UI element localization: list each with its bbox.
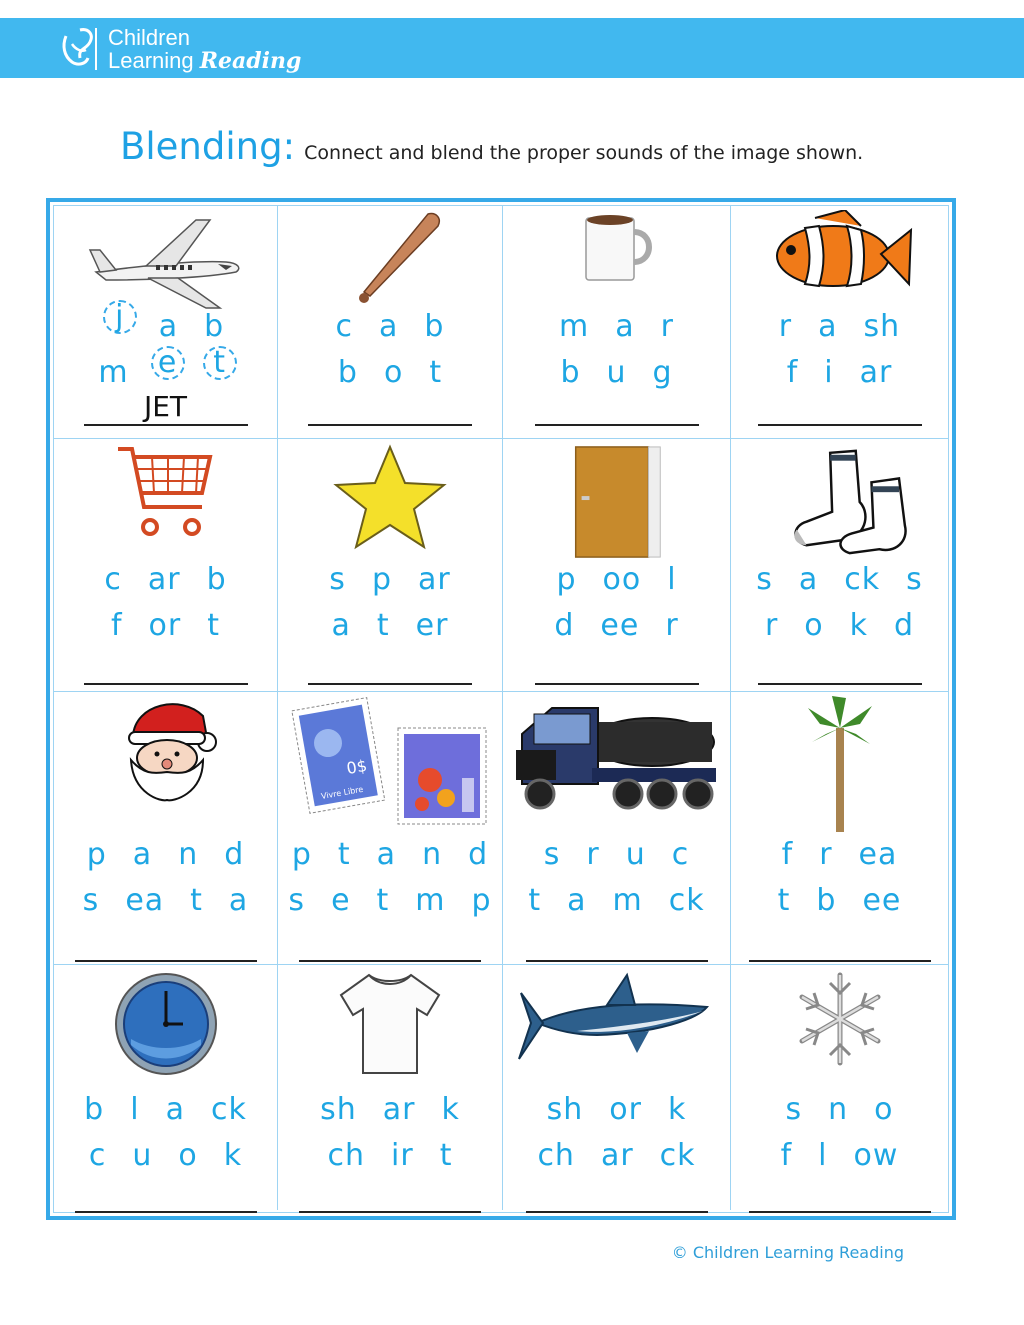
sound-a[interactable]: a [132,837,153,872]
heading-instruction: Connect and blend the proper sounds of the image shown. [304,142,864,164]
sound-c[interactable]: c [671,837,690,872]
sound-letters [278,832,502,924]
sound-a[interactable]: a [228,883,249,918]
sound-b[interactable]: b [560,355,581,390]
sound-row-1 [503,304,730,350]
snowflake-icon [731,969,948,1073]
sound-row-2 [731,603,948,649]
sound-o[interactable]: o [804,608,824,643]
star-icon [278,443,502,557]
sound-ow[interactable]: ow [853,1138,899,1173]
sound-ar[interactable]: ar [382,1092,416,1127]
sound-p[interactable]: p [291,837,312,872]
answer-line[interactable] [758,655,922,685]
sound-k[interactable]: k [667,1092,687,1127]
sound-row-2 [278,1133,502,1179]
word-cell-12 [731,692,948,965]
sound-ea[interactable]: ea [125,883,165,918]
sound-n[interactable]: n [828,1092,849,1127]
header-bar [0,18,1024,78]
answer-line[interactable] [749,1183,931,1213]
sound-u[interactable]: u [132,1138,153,1173]
sound-t[interactable]: t [203,346,237,380]
sound-c[interactable]: c [104,562,122,597]
answer-blank[interactable] [278,396,502,430]
answer-line[interactable] [75,932,257,962]
sound-letters [278,1087,502,1179]
sound-o[interactable]: o [874,1092,894,1127]
sound-a[interactable]: a [331,608,351,643]
sound-f[interactable]: f [781,837,794,872]
sound-ar[interactable]: ar [859,355,893,390]
logo [58,24,318,74]
sound-row-1 [731,832,948,878]
cart-icon [54,443,277,547]
sound-ir[interactable]: ir [391,1138,414,1173]
sound-row-1 [731,304,948,350]
sound-er[interactable]: er [415,608,449,643]
sound-ar[interactable]: ar [147,562,181,597]
sound-d[interactable]: d [224,837,245,872]
sound-row-1 [278,832,502,878]
word-cell-6 [278,439,503,692]
word-cell-11 [503,692,731,965]
sound-row-2 [54,1133,277,1179]
word-cell-9 [54,692,278,965]
sound-row-2 [731,1133,948,1179]
sound-letters [503,304,730,396]
sound-row-2 [503,878,730,924]
sound-r[interactable]: r [586,837,600,872]
sound-row-1 [278,304,502,350]
socks-icon [731,443,948,565]
sound-ee[interactable]: ee [600,608,640,643]
sound-u[interactable]: u [625,837,646,872]
sound-t[interactable]: t [439,1138,453,1173]
sound-k[interactable]: k [441,1092,460,1127]
sound-b[interactable]: b [204,309,225,344]
sound-s[interactable]: s [288,883,306,918]
sound-l[interactable]: l [130,1092,140,1127]
sound-row-2 [731,878,948,924]
sound-s[interactable]: s [329,562,346,597]
shark-icon [503,969,730,1073]
answer-blank[interactable] [278,655,502,689]
logo-text-reading: Reading [199,48,302,74]
word-cell-7 [503,439,731,692]
sound-g[interactable]: g [652,355,673,390]
sound-f[interactable]: f [780,1138,793,1173]
sound-s[interactable]: s [906,562,923,597]
sound-a[interactable]: a [165,1092,185,1127]
sound-b[interactable]: b [206,562,227,597]
answer-blank[interactable] [503,932,730,966]
word-cell-3 [503,206,731,439]
door-icon [503,443,730,565]
sound-or[interactable]: or [148,608,182,643]
sound-e[interactable]: e [331,883,351,918]
sound-row-2 [503,1133,730,1179]
sound-letters [503,1087,730,1179]
word-cell-5 [54,439,278,692]
sound-ar[interactable]: ar [417,562,451,597]
sound-s[interactable]: s [785,1092,803,1127]
sound-s[interactable]: s [543,837,561,872]
sound-row-1 [278,1087,502,1133]
answer-blank[interactable] [731,655,948,689]
sound-ck[interactable]: ck [844,562,881,597]
sound-d[interactable]: d [894,608,915,643]
palm-tree-icon [731,694,948,838]
sound-row-1 [278,557,502,603]
sound-a[interactable]: a [798,562,819,597]
sound-ch[interactable]: ch [537,1138,575,1173]
answer-blank[interactable] [503,1183,730,1217]
sound-row-2 [278,878,502,924]
sound-row-2 [54,603,277,649]
sound-n[interactable]: n [178,837,199,872]
word-cell-2 [278,206,503,439]
answer-line[interactable] [535,396,699,426]
sound-j[interactable]: j [103,300,137,334]
answer-line[interactable] [84,655,248,685]
answer-text: JET [143,390,188,423]
word-cell-15 [503,965,731,1210]
logo-text-children: Children [108,25,190,50]
answer-line[interactable] [308,655,472,685]
sound-letters [503,557,730,649]
heading-title: Blending: [120,125,296,168]
sound-row-1 [54,1087,277,1133]
sound-b[interactable]: b [84,1092,105,1127]
sound-t[interactable]: t [528,883,542,918]
sound-letters [731,832,948,924]
sound-letters [503,832,730,924]
sound-row-1 [731,1087,948,1133]
sound-letters [731,557,948,649]
sound-l[interactable]: l [818,1138,828,1173]
sound-e[interactable]: e [151,346,185,380]
sound-letters [731,304,948,396]
word-cell-8 [731,439,948,692]
answer-line[interactable] [84,390,248,426]
answer-line[interactable] [749,932,931,962]
sound-ea[interactable]: ea [858,837,898,872]
logo-text-learning [108,49,301,73]
stamps-icon [278,694,502,838]
word-cell-4 [731,206,948,439]
sound-b[interactable]: b [424,309,445,344]
sound-t[interactable]: t [376,608,390,643]
sound-m[interactable]: m [415,883,446,918]
sound-i[interactable]: i [824,355,834,390]
word-cell-13 [54,965,278,1210]
sound-row-2 [503,603,730,649]
sound-a[interactable]: a [818,309,838,344]
mug-icon [503,210,730,294]
sound-c[interactable]: c [335,309,354,344]
sound-t[interactable]: t [429,355,443,390]
word-cell-10 [278,692,503,965]
santa-icon [54,694,277,808]
word-cell-16 [731,965,948,1210]
sound-r[interactable]: r [660,309,674,344]
truck-icon [503,694,730,828]
sound-s[interactable]: s [756,562,773,597]
sound-row-1 [731,557,948,603]
sound-letters [278,304,502,396]
sound-r[interactable]: r [764,608,779,643]
sound-n[interactable]: n [422,837,443,872]
answer-blank[interactable] [731,932,948,966]
sound-t[interactable]: t [207,608,221,643]
answer-line[interactable] [526,932,708,962]
copyright-footer: © Children Learning Reading [671,1243,904,1262]
sound-p[interactable]: p [371,562,392,597]
sound-row-1 [503,1087,730,1133]
sound-l[interactable]: l [667,562,677,597]
worksheet-grid [46,198,956,1220]
logo-text-learning-word: Learning [108,48,194,73]
sound-m[interactable]: m [559,309,590,344]
sound-sh[interactable]: sh [546,1092,584,1127]
answer-blank[interactable] [54,1183,277,1217]
answer-blank[interactable] [731,396,948,430]
sound-o[interactable]: o [383,355,404,390]
answer-blank[interactable] [503,655,730,689]
sound-row-1 [54,299,277,350]
sound-letters [278,557,502,649]
baseball-bat-icon [278,210,502,314]
answer-blank[interactable] [278,932,502,966]
sound-m[interactable]: m [612,883,643,918]
sound-row-1 [503,832,730,878]
sound-letters [54,832,277,924]
sound-ch[interactable]: ch [327,1138,366,1173]
answer-line[interactable] [75,1183,257,1213]
sound-t[interactable]: t [337,837,351,872]
answer-line[interactable] [535,655,699,685]
answer-line[interactable] [526,1183,708,1213]
sound-b[interactable]: b [816,883,837,918]
word-cell-14 [278,965,503,1210]
sound-c[interactable]: c [88,1138,107,1173]
sound-or[interactable]: or [609,1092,642,1127]
sound-d[interactable]: d [468,837,489,872]
sound-f[interactable]: f [110,608,123,643]
sound-letters [731,1087,948,1179]
answer-blank[interactable] [54,932,277,966]
fish-icon [731,210,948,304]
sound-a[interactable]: a [158,309,179,344]
answer-blank[interactable] [731,1183,948,1217]
page-heading [120,125,863,168]
sound-a[interactable]: a [567,883,587,918]
sound-a[interactable]: a [379,309,399,344]
answer-blank[interactable] [54,390,277,430]
sound-t[interactable]: t [376,883,390,918]
sound-t[interactable]: t [777,883,791,918]
sound-r[interactable]: r [819,837,833,872]
answer-line[interactable] [758,396,922,426]
sound-row-2 [731,350,948,396]
sound-oo[interactable]: oo [602,562,642,597]
sound-ck[interactable]: ck [659,1138,696,1173]
sound-ck[interactable]: ck [668,883,705,918]
airplane-icon [54,210,277,314]
answer-blank[interactable] [278,1183,502,1217]
sound-ar[interactable]: ar [600,1138,634,1173]
worksheet-grid-inner [53,205,949,1213]
answer-blank[interactable] [503,396,730,430]
sound-sh[interactable]: sh [320,1092,357,1127]
sound-row-2 [278,603,502,649]
sound-row-1 [54,832,277,878]
sound-o[interactable]: o [178,1138,198,1173]
answer-line[interactable] [299,932,481,962]
sound-k[interactable]: k [849,608,869,643]
sound-row-2 [278,350,502,396]
clock-icon [54,969,277,1083]
logo-icon [58,24,104,74]
sound-r[interactable]: r [778,309,793,344]
sound-row-2 [54,878,277,924]
shirt-icon [278,969,502,1083]
sound-letters [54,299,277,396]
sound-ck[interactable]: ck [210,1092,247,1127]
sound-p[interactable]: p [556,562,577,597]
sound-row-1 [54,557,277,603]
sound-letters [54,1087,277,1179]
sound-letters [54,557,277,649]
answer-line[interactable] [308,396,472,426]
sound-b[interactable]: b [337,355,358,390]
sound-u[interactable]: u [606,355,627,390]
sound-ee[interactable]: ee [862,883,902,918]
sound-m[interactable]: m [98,355,129,390]
sound-k[interactable]: k [223,1138,243,1173]
word-cell-1 [54,206,278,439]
stamp-text-1: 0$ [345,755,369,779]
sound-s[interactable]: s [82,883,100,918]
sound-a[interactable]: a [615,309,635,344]
sound-p[interactable]: p [471,883,492,918]
answer-blank[interactable] [54,655,277,689]
sound-sh[interactable]: sh [863,309,901,344]
answer-line[interactable] [299,1183,481,1213]
sound-t[interactable]: t [190,883,203,918]
sound-p[interactable]: p [86,837,107,872]
sound-r[interactable]: r [665,608,679,643]
sound-row-2 [503,350,730,396]
sound-a[interactable]: a [376,837,397,872]
sound-row-1 [503,557,730,603]
sound-d[interactable]: d [554,608,575,643]
stamp-text-2: Vivre Libre [320,784,364,801]
sound-f[interactable]: f [786,355,799,390]
